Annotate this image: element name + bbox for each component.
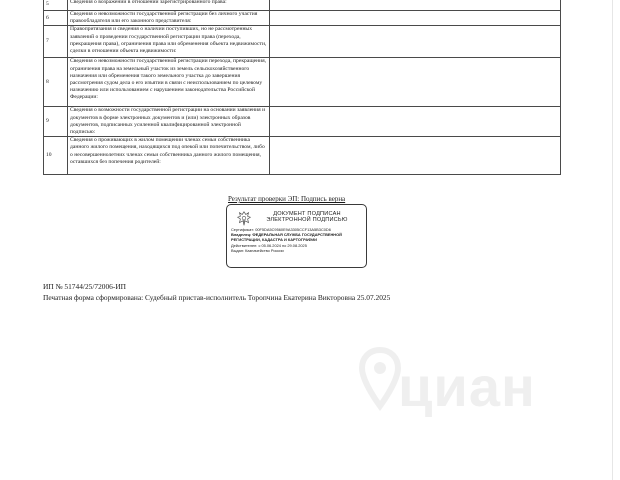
row-description: Сведения о возражении в отношении зарегистрированного права:: [68, 0, 270, 11]
table-row: [44, 107, 561, 137]
row-number: 5: [44, 0, 68, 11]
row-number: 9: [44, 107, 68, 137]
watermark: [352, 340, 562, 422]
row-description: Сведения о проживающих в жилом помещении членах семьи собственника данного жилого помещения, находящихся под опекой или попечительством, либо о несовершеннолетних членах семьи собственника данного жилого помещения, оставшихся без попечения родителей:: [68, 137, 270, 175]
row-description: Правопритязания и сведения о наличии поступивших, но не рассмотренных заявлений о проведении государственной регистрации права (перехода, прекращения права), ограничения права или обременения объекта недвижимости, сделки в отношении объекта недвижимости:: [68, 26, 270, 58]
row-value: [270, 58, 561, 107]
coat-of-arms-icon: [235, 210, 253, 228]
electronic-signature-stamp: [226, 204, 367, 268]
row-value: [270, 0, 561, 11]
stamp-certificate: Сертификат: 00F5DA5C9560E9A3305CCF13A5B3C0D6: [231, 227, 331, 232]
table-row: [44, 58, 561, 107]
signature-check-result: Результат проверки ЭП: Подпись верна: [228, 195, 346, 203]
row-description: Сведения о возможности государственной регистрации на основании заявления и документов в форме электронных документов и (или) электронных образов документов, подписанных усиленной квалифицированной электронной подписью:: [68, 107, 270, 137]
row-number: 6: [44, 11, 68, 26]
table-row: [44, 137, 561, 175]
location-pin-icon: [358, 346, 402, 416]
row-description: Сведения о невозможности государственной регистрации перехода, прекращения, ограничения права на земельный участок из земель сельскохозяйственного назначения или обременения такого земельного участка до завершения рассмотрения судом дела о его изъятии в связи с неиспользованием по целевому назначению или использованием с нарушением законодательства Российской Федерации:: [68, 58, 270, 107]
stamp-issuer: Выдан: Казначейство России: [231, 247, 284, 253]
stamp-owner: РЕГИСТРАЦИИ, КАДАСТРА И КАРТОГРАФИИ: [231, 237, 317, 243]
table-row: [44, 0, 561, 11]
row-number: 10: [44, 137, 68, 175]
page-edge: [612, 0, 613, 480]
row-value: [270, 107, 561, 137]
row-description: Сведения о невозможности государственной регистрации без личного участия правообладателя или его законного представителя:: [68, 11, 270, 26]
row-value: [270, 26, 561, 58]
ip-number: ИП № 51744/25/72006-ИП: [43, 282, 127, 291]
row-value: [270, 137, 561, 175]
info-table: [43, 0, 561, 175]
stamp-title: [257, 211, 357, 224]
table-row: [44, 11, 561, 26]
table-row: [44, 26, 561, 58]
row-number: 8: [44, 58, 68, 107]
watermark-text: циан: [398, 355, 536, 418]
row-number: 7: [44, 26, 68, 58]
stamp-title-line: ЭЛЕКТРОННОЙ ПОДПИСЬЮ: [266, 217, 348, 224]
row-value: [270, 11, 561, 26]
stamp-owner: Владелец: ФЕДЕРАЛЬНАЯ СЛУЖБА ГОСУДАРСТВЕННОЙ: [231, 232, 342, 238]
printed-form-line: Печатная форма сформирована: Судебный пристав-исполнитель Торопчина Екатерина Викторовна 25.07.2025: [43, 293, 391, 302]
stamp-validity: Действителен: с 05.06.2024 по 29.08.2025: [231, 242, 307, 248]
stamp-details: [231, 227, 363, 253]
stamp-title-line: ДОКУМЕНТ ПОДПИСАН: [273, 211, 341, 217]
